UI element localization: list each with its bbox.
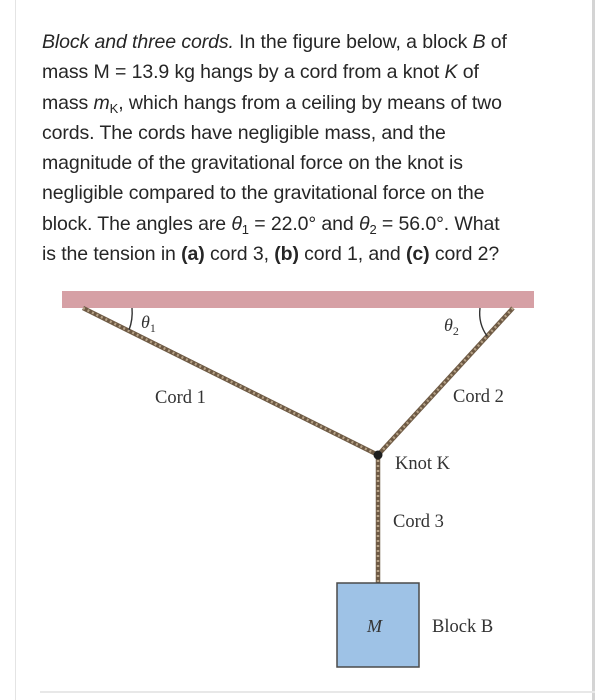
problem-line-2: mass M = 13.9 kg hangs by a cord from a knot K of (42, 61, 479, 84)
problem-title: Block and three cords. (42, 31, 234, 53)
problem-line-8: is the tension in (a) cord 3, (b) cord 1, and (c) cord 2? (42, 243, 500, 266)
problem-line-1: Block and three cords. In the figure below, a block B of (42, 31, 507, 53)
theta1-arc (129, 308, 132, 330)
knot-k-label: Knot K (395, 454, 450, 474)
theta2-label: $\theta_2$ (444, 315, 459, 338)
theta1-label: $\theta_1$ (141, 312, 156, 335)
mass-label: M (367, 616, 382, 636)
cord-2-label: Cord 2 (453, 387, 504, 407)
theta2-arc (480, 308, 487, 336)
problem-line-4: cords. The cords have negligible mass, and the (42, 121, 446, 144)
problem-line-3: mass $m_K$, which hangs from a ceiling by means of two (42, 91, 502, 116)
block-b-label: Block B (432, 617, 494, 637)
cord-1-label: Cord 1 (155, 388, 206, 408)
cord-3-label: Cord 3 (393, 512, 444, 532)
problem-line-7: block. The angles are $\theta_1 = 22.0^\circ$ and $\theta_2 = 56.0^\circ$. What (42, 212, 500, 237)
problem-line-6: negligible compared to the gravitational force on the (42, 182, 485, 205)
cords (83, 308, 513, 583)
ceiling (62, 291, 534, 308)
knot-k (374, 451, 383, 460)
problem-line-5: magnitude of the gravitational force on the knot is (42, 152, 463, 175)
